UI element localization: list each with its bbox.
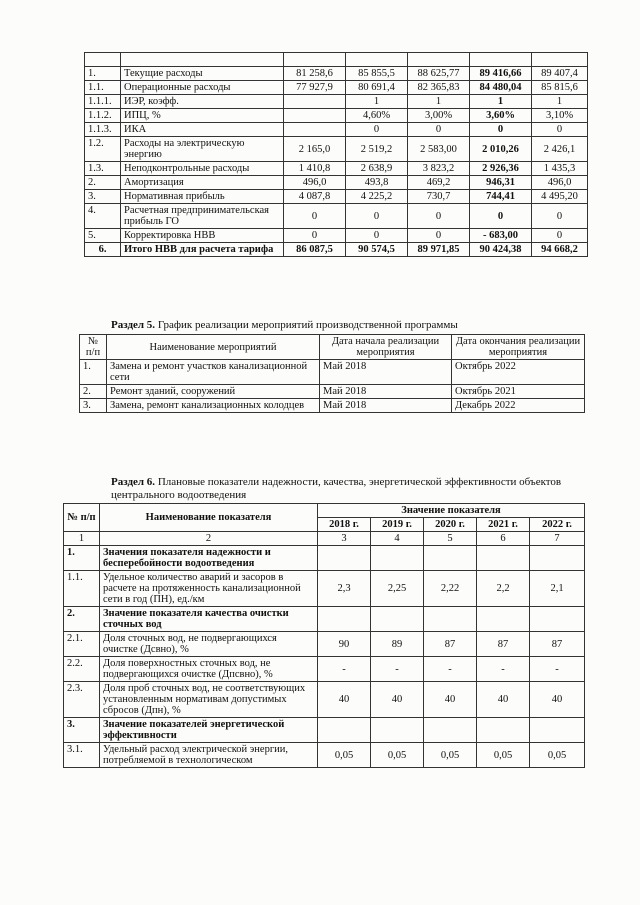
- table-row: [85, 190, 588, 204]
- value-cell: [318, 546, 371, 571]
- row-number: 4.: [85, 204, 121, 229]
- table-row: [85, 229, 588, 243]
- value-cell: 2 519,2: [346, 137, 408, 162]
- value-cell: 82 365,83: [408, 81, 470, 95]
- table-row: [64, 571, 585, 607]
- table-row: [80, 360, 585, 385]
- value-cell: 2,22: [424, 571, 477, 607]
- header-end: Дата окончания реализации мероприятия: [452, 335, 585, 360]
- value-cell: 4 225,2: [346, 190, 408, 204]
- value-cell: 87: [424, 632, 477, 657]
- value-cell: 40: [371, 682, 424, 718]
- value-cell: 3,00%: [408, 109, 470, 123]
- value-cell: 0: [284, 204, 346, 229]
- value-cell: [477, 546, 530, 571]
- row-name: [121, 53, 284, 67]
- table-row: [85, 53, 588, 67]
- table-row: [64, 718, 585, 743]
- value-cell: 85 855,5: [346, 67, 408, 81]
- table-row: [64, 682, 585, 718]
- section5-title: Раздел 5. График реализации мероприятий производственной программы: [111, 319, 458, 331]
- value-cell: 40: [477, 682, 530, 718]
- year-header: 2020 г.: [424, 518, 477, 532]
- value-cell: -: [318, 657, 371, 682]
- table-row: [64, 607, 585, 632]
- table-row: [85, 162, 588, 176]
- value-cell: 4 087,8: [284, 190, 346, 204]
- column-number: 5: [424, 532, 477, 546]
- column-number: 2: [100, 532, 318, 546]
- cell-name: Замена, ремонт канализационных колодцев: [107, 399, 320, 413]
- value-cell: 0,05: [371, 743, 424, 768]
- value-cell: 2 426,1: [532, 137, 588, 162]
- table-row: [85, 204, 588, 229]
- row-name: Корректировка НВВ: [121, 229, 284, 243]
- row-number: [85, 53, 121, 67]
- table-row: [85, 243, 588, 257]
- cell-start: Май 2018: [320, 399, 452, 413]
- value-cell: [318, 607, 371, 632]
- table-row: [85, 123, 588, 137]
- value-cell: 4,60%: [346, 109, 408, 123]
- value-cell: 2,25: [371, 571, 424, 607]
- value-cell: 2 638,9: [346, 162, 408, 176]
- value-cell: 90: [318, 632, 371, 657]
- row-name: Нормативная прибыль: [121, 190, 284, 204]
- value-cell: [408, 53, 470, 67]
- value-cell: 0,05: [530, 743, 585, 768]
- row-number: 3.: [64, 718, 100, 743]
- value-cell: -: [477, 657, 530, 682]
- row-number: 1.1.1.: [85, 95, 121, 109]
- value-cell: [424, 607, 477, 632]
- value-cell: 40: [424, 682, 477, 718]
- value-cell: 2 010,26: [470, 137, 532, 162]
- row-name: Операционные расходы: [121, 81, 284, 95]
- value-cell: 0: [284, 229, 346, 243]
- header-start: Дата начала реализации мероприятия: [320, 335, 452, 360]
- table-row: [64, 743, 585, 768]
- row-name: Доля поверхностных сточных вод, не подвергающихся очистке (Дпсвно), %: [100, 657, 318, 682]
- value-cell: [318, 718, 371, 743]
- nvv-table: [84, 52, 588, 257]
- row-name: Расчетная предпринимательская прибыль ГО: [121, 204, 284, 229]
- header-n: № п/п: [80, 335, 107, 360]
- value-cell: 89 416,66: [470, 67, 532, 81]
- value-cell: 88 625,77: [408, 67, 470, 81]
- cell-name: Ремонт зданий, сооружений: [107, 385, 320, 399]
- row-name: Текущие расходы: [121, 67, 284, 81]
- table-row: [85, 95, 588, 109]
- cell-end: Декабрь 2022: [452, 399, 585, 413]
- value-cell: -: [530, 657, 585, 682]
- row-number: 2.: [85, 176, 121, 190]
- value-cell: 80 691,4: [346, 81, 408, 95]
- value-cell: 0: [346, 229, 408, 243]
- value-cell: 2,1: [530, 571, 585, 607]
- row-name: ИЭР, коэфф.: [121, 95, 284, 109]
- value-cell: [530, 607, 585, 632]
- value-cell: 81 258,6: [284, 67, 346, 81]
- value-cell: [530, 718, 585, 743]
- row-number: 1.1.: [85, 81, 121, 95]
- value-cell: [284, 53, 346, 67]
- table-row: [85, 81, 588, 95]
- value-cell: 0: [532, 204, 588, 229]
- value-cell: 730,7: [408, 190, 470, 204]
- value-cell: 1 410,8: [284, 162, 346, 176]
- cell-start: Май 2018: [320, 385, 452, 399]
- value-cell: 2 165,0: [284, 137, 346, 162]
- row-name: Расходы на электрическую энергию: [121, 137, 284, 162]
- value-cell: 2,2: [477, 571, 530, 607]
- row-number: 1.1.2.: [85, 109, 121, 123]
- value-cell: 0: [408, 204, 470, 229]
- row-name: Удельный расход электрической энергии, потребляемой в технологическом: [100, 743, 318, 768]
- value-cell: 0: [532, 123, 588, 137]
- value-cell: 87: [530, 632, 585, 657]
- cell-end: Октябрь 2021: [452, 385, 585, 399]
- header-name: Наименование показателя: [100, 504, 318, 532]
- schedule-table: [79, 334, 585, 413]
- row-name: Доля сточных вод, не подвергающихся очистке (Дсвно), %: [100, 632, 318, 657]
- value-cell: [530, 546, 585, 571]
- row-number: 6.: [85, 243, 121, 257]
- value-cell: 1: [346, 95, 408, 109]
- value-cell: -: [424, 657, 477, 682]
- value-cell: 1: [408, 95, 470, 109]
- value-cell: 40: [318, 682, 371, 718]
- value-cell: 0: [408, 123, 470, 137]
- value-cell: 2 926,36: [470, 162, 532, 176]
- cell-name: Замена и ремонт участков канализационной сети: [107, 360, 320, 385]
- value-cell: 0: [346, 123, 408, 137]
- row-number: 3.1.: [64, 743, 100, 768]
- value-cell: 89 407,4: [532, 67, 588, 81]
- value-cell: [424, 546, 477, 571]
- value-cell: [371, 718, 424, 743]
- value-cell: [284, 123, 346, 137]
- value-cell: 2 583,00: [408, 137, 470, 162]
- value-cell: 0: [532, 229, 588, 243]
- table-row: [80, 399, 585, 413]
- value-cell: 493,8: [346, 176, 408, 190]
- value-cell: 77 927,9: [284, 81, 346, 95]
- value-cell: 1: [532, 95, 588, 109]
- row-number: 2.2.: [64, 657, 100, 682]
- value-cell: 0,05: [477, 743, 530, 768]
- value-cell: 86 087,5: [284, 243, 346, 257]
- value-cell: 1: [470, 95, 532, 109]
- section6-title: Раздел 6. Плановые показатели надежности, качества, энергетической эффективности объектов центрального водоотведения: [111, 476, 562, 501]
- table-row: [85, 67, 588, 81]
- year-header: 2021 г.: [477, 518, 530, 532]
- value-cell: 0: [470, 123, 532, 137]
- row-number: 5.: [85, 229, 121, 243]
- cell-n: 1.: [80, 360, 107, 385]
- table-row: [85, 176, 588, 190]
- value-cell: 469,2: [408, 176, 470, 190]
- table-row: [64, 546, 585, 571]
- value-cell: [371, 546, 424, 571]
- column-number: 6: [477, 532, 530, 546]
- table-row: [80, 385, 585, 399]
- value-cell: 87: [477, 632, 530, 657]
- value-cell: 85 815,6: [532, 81, 588, 95]
- table-row: [85, 137, 588, 162]
- value-cell: 744,41: [470, 190, 532, 204]
- value-cell: [424, 718, 477, 743]
- value-cell: [371, 607, 424, 632]
- value-cell: 3,10%: [532, 109, 588, 123]
- value-cell: [532, 53, 588, 67]
- value-cell: 0: [470, 204, 532, 229]
- row-number: 2.3.: [64, 682, 100, 718]
- table-row: [64, 657, 585, 682]
- row-name: Значение показателя качества очистки сточных вод: [100, 607, 318, 632]
- row-name: Итого НВВ для расчета тарифа: [121, 243, 284, 257]
- row-name: Значения показателя надежности и бесперебойности водоотведения: [100, 546, 318, 571]
- value-cell: 89 971,85: [408, 243, 470, 257]
- value-cell: -: [371, 657, 424, 682]
- row-number: 2.1.: [64, 632, 100, 657]
- row-name: Удельное количество аварий и засоров в расчете на протяженность канализационной сети в год (ПН), ед./км: [100, 571, 318, 607]
- column-number: 3: [318, 532, 371, 546]
- value-cell: 89: [371, 632, 424, 657]
- row-number: 1.: [64, 546, 100, 571]
- value-cell: 496,0: [284, 176, 346, 190]
- row-number: 1.3.: [85, 162, 121, 176]
- year-header: 2018 г.: [318, 518, 371, 532]
- value-cell: 0: [346, 204, 408, 229]
- value-cell: 4 495,20: [532, 190, 588, 204]
- row-number: 1.1.3.: [85, 123, 121, 137]
- value-cell: 84 480,04: [470, 81, 532, 95]
- value-cell: [477, 718, 530, 743]
- header-value: Значение показателя: [318, 504, 585, 518]
- value-cell: [284, 95, 346, 109]
- header-name: Наименование мероприятий: [107, 335, 320, 360]
- value-cell: [470, 53, 532, 67]
- column-number: 1: [64, 532, 100, 546]
- value-cell: 90 424,38: [470, 243, 532, 257]
- value-cell: 0,05: [424, 743, 477, 768]
- year-header: 2019 г.: [371, 518, 424, 532]
- row-name: Амортизация: [121, 176, 284, 190]
- row-name: Доля проб сточных вод, не соответствующих установленным нормативам допустимых сбросов (Дпн), %: [100, 682, 318, 718]
- row-name: Значение показателей энергетической эффективности: [100, 718, 318, 743]
- column-number: 4: [371, 532, 424, 546]
- table-row: [85, 109, 588, 123]
- cell-start: Май 2018: [320, 360, 452, 385]
- cell-end: Октябрь 2022: [452, 360, 585, 385]
- value-cell: [346, 53, 408, 67]
- row-name: Неподконтрольные расходы: [121, 162, 284, 176]
- header-n: № п/п: [64, 504, 100, 532]
- value-cell: 3,60%: [470, 109, 532, 123]
- row-number: 3.: [85, 190, 121, 204]
- row-number: 2.: [64, 607, 100, 632]
- cell-n: 3.: [80, 399, 107, 413]
- table-row: [64, 632, 585, 657]
- row-name: ИПЦ, %: [121, 109, 284, 123]
- value-cell: 946,31: [470, 176, 532, 190]
- indicators-table: [63, 503, 585, 768]
- value-cell: 90 574,5: [346, 243, 408, 257]
- row-number: 1.1.: [64, 571, 100, 607]
- row-number: 1.2.: [85, 137, 121, 162]
- value-cell: 496,0: [532, 176, 588, 190]
- value-cell: 1 435,3: [532, 162, 588, 176]
- column-number: 7: [530, 532, 585, 546]
- value-cell: 0: [408, 229, 470, 243]
- value-cell: - 683,00: [470, 229, 532, 243]
- row-number: 1.: [85, 67, 121, 81]
- value-cell: 0,05: [318, 743, 371, 768]
- value-cell: [284, 109, 346, 123]
- year-header: 2022 г.: [530, 518, 585, 532]
- value-cell: 3 823,2: [408, 162, 470, 176]
- value-cell: [477, 607, 530, 632]
- cell-n: 2.: [80, 385, 107, 399]
- value-cell: 2,3: [318, 571, 371, 607]
- row-name: ИКА: [121, 123, 284, 137]
- value-cell: 40: [530, 682, 585, 718]
- value-cell: 94 668,2: [532, 243, 588, 257]
